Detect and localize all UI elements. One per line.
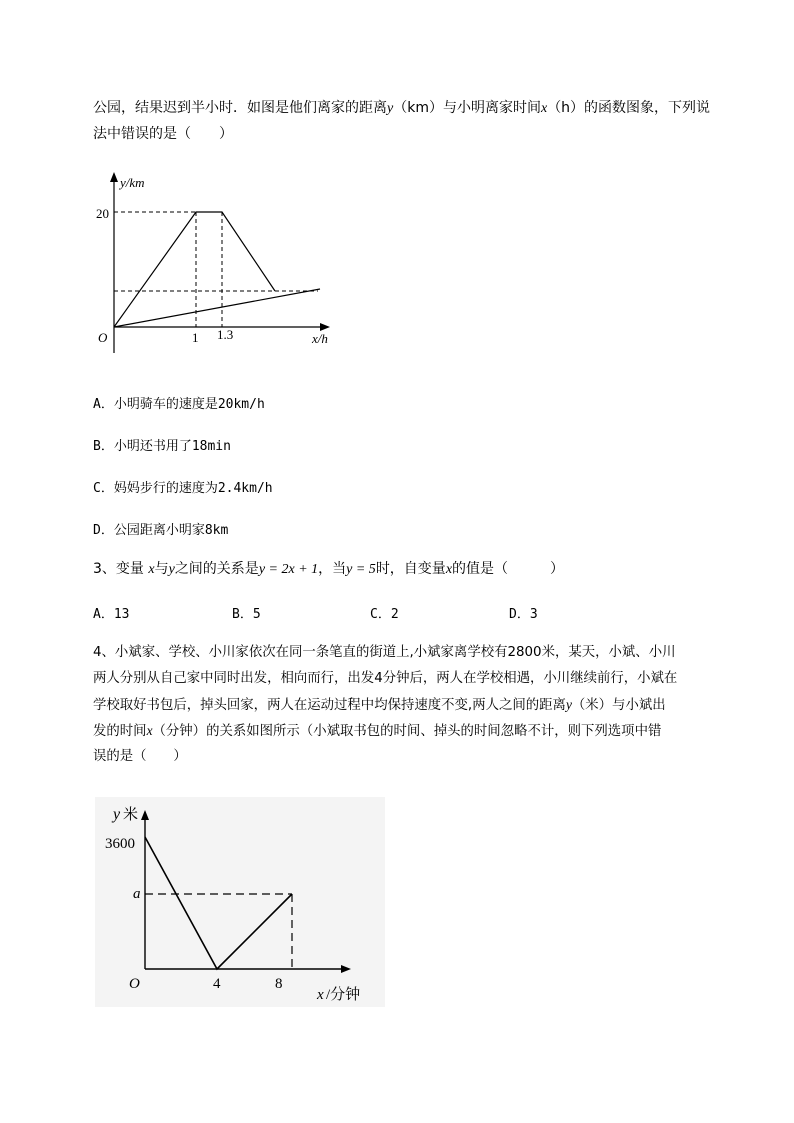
q4-line4 <box>93 718 661 745</box>
q2-option-c: C．妈妈步行的速度为2.4km/h <box>93 481 273 496</box>
graph2-x-label-unit: /分钟 <box>326 987 361 1003</box>
q3-option-d: D．3 <box>509 607 538 622</box>
graph1-y-label: y/km <box>120 175 145 190</box>
q2-option-b: B．小明还书用了18min <box>93 439 231 454</box>
var-x: x <box>146 723 153 738</box>
q4-line1: 4、小斌家、学校、小川家依次在同一条笔直的街道上,小斌家离学校有2800米，某天，小斌、小川 <box>93 645 676 660</box>
q4-line5: 误的是（ ） <box>93 749 187 764</box>
var-y: y <box>387 101 394 116</box>
graph2-y-label-var: y <box>113 806 121 823</box>
q2-option-d: D．公园距离小明家8km <box>93 523 229 538</box>
q2-option-a: A．小明骑车的速度是20km/h <box>93 397 265 412</box>
graph1-mom-line <box>114 289 320 327</box>
q4-text: 发的时间 <box>93 724 147 739</box>
q3-text: 时，自变量 <box>375 561 446 577</box>
q4-text: （米）与小斌出 <box>571 698 666 713</box>
graph2-y-tick-3600: 3600 <box>105 836 135 852</box>
graph1-y-arrow <box>110 172 118 182</box>
graph1-x-label: x/h <box>312 331 328 346</box>
var-y: y <box>168 562 175 577</box>
q4-line3 <box>93 692 666 719</box>
var-x: x <box>445 562 453 577</box>
graph2 <box>95 797 385 1007</box>
q3-text: 之间的关系是 <box>174 561 259 577</box>
q2-stem-text: （h）的函数图象，下列说 <box>547 100 711 116</box>
var-y: y <box>565 697 572 712</box>
graph2-x-tick-8: 8 <box>275 976 283 992</box>
graph2-x-label-var: x <box>317 987 324 1003</box>
graph1-xiaoming-line <box>114 212 275 327</box>
q4-text: （分钟）的关系如图所示（小斌取书包的时间、掉头的时间忽略不计，则下列选项中错 <box>152 724 662 739</box>
graph2-y-label-unit: 米 <box>123 807 139 823</box>
q3-option-c: C．2 <box>370 607 399 622</box>
q3-text: 与 <box>154 561 169 577</box>
q4-text: 学校取好书包后，掉头回家，两人在运动过程中均保持速度不变,两人之间的距离 <box>93 698 566 713</box>
q3-condition: y = 5 <box>346 562 376 577</box>
q2-stem-text: 公园，结果迟到半小时．如图是他们离家的距离 <box>93 100 387 116</box>
q3-option-b: B．5 <box>232 607 261 622</box>
q3-text: ，当 <box>318 561 347 577</box>
graph1-origin: O <box>98 330 108 345</box>
graph2-y-tick-a: a <box>133 886 141 902</box>
var-x: x <box>540 101 548 116</box>
q3-equation: y = 2x + 1 <box>258 562 319 577</box>
q3-option-a: A．13 <box>93 607 130 622</box>
q4-line2: 两人分别从自己家中同时出发，相向而行，出发4分钟后，两人在学校相遇，小川继续前行，小斌在 <box>93 671 678 686</box>
graph1-x-tick-1-3: 1.3 <box>217 327 234 342</box>
graph1 <box>90 168 350 353</box>
q3-text: 3、变量 <box>93 561 144 577</box>
q3-stem <box>93 556 564 583</box>
var-x: x <box>148 562 155 577</box>
q3-text: 的值是（ ） <box>452 561 565 577</box>
graph2-x-tick-4: 4 <box>213 976 221 992</box>
q2-stem-line2: 法中错误的是（ ） <box>93 126 233 142</box>
q2-stem-line1 <box>93 95 710 122</box>
graph1-y-tick-20: 20 <box>96 206 109 221</box>
graph2-origin: O <box>129 976 140 992</box>
graph1-x-tick-1: 1 <box>192 330 199 345</box>
graph1-x-arrow <box>320 323 330 331</box>
q2-stem-text: （km）与小明离家时间 <box>393 100 541 116</box>
